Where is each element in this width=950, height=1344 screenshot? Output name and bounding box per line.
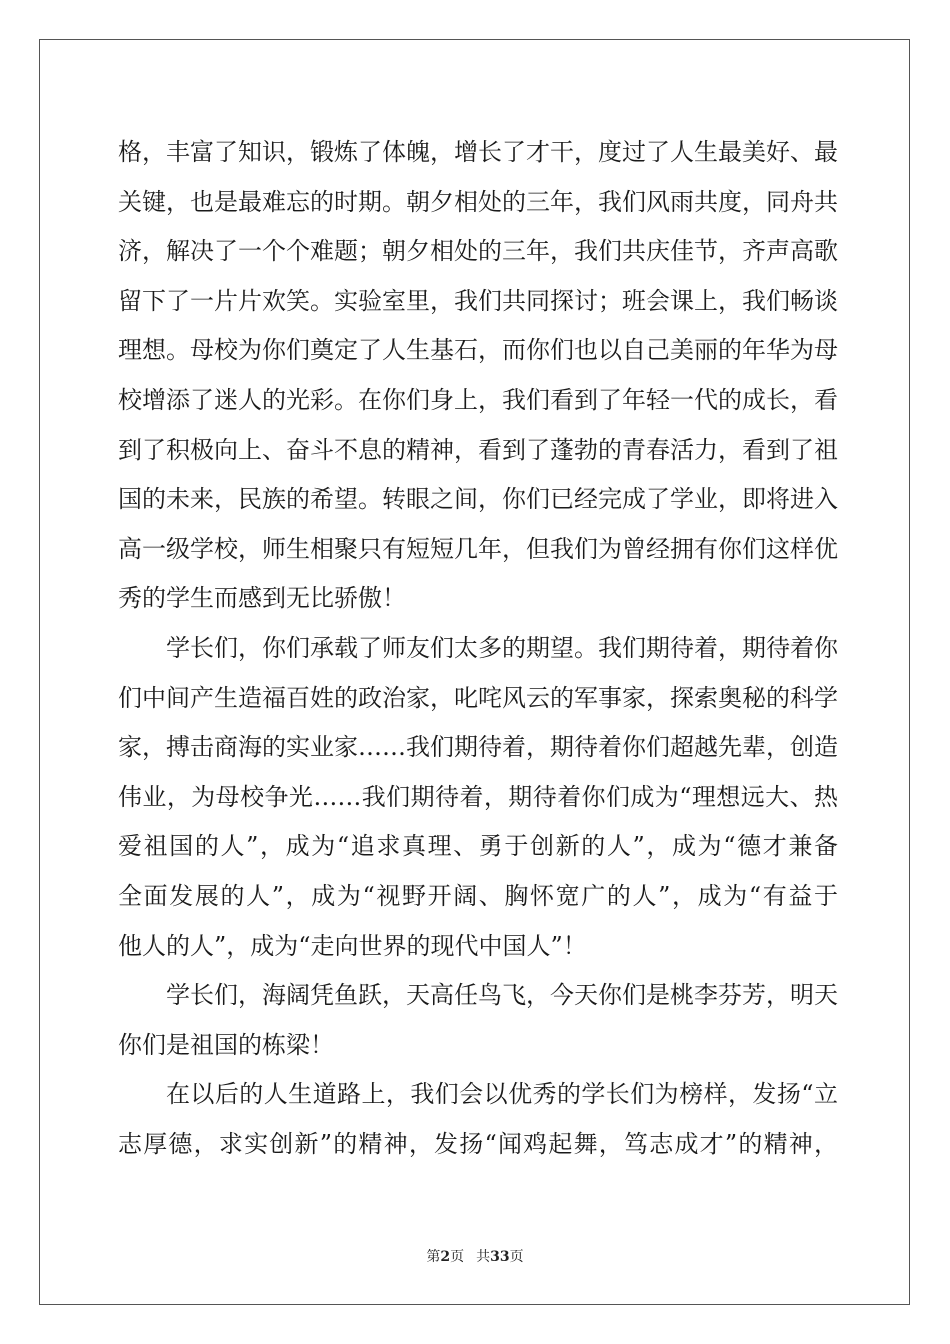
text-line: 理想。母校为你们奠定了人生基石，而你们也以自己美丽的年华为母 [118,336,838,365]
text-line: 家，搏击商海的实业家……我们期待着，期待着你们超越先辈，创造 [118,733,838,762]
text-line: 格，丰富了知识，锻炼了体魄，增长了才干，度过了人生最美好、最 [118,138,838,166]
text-line: 国的未来，民族的希望。转眼之间，你们已经完成了学业，即将进入 [118,485,838,514]
document-body [118,128,838,1169]
text-line: 关键，也是最难忘的时期。朝夕相处的三年，我们风雨共度，同舟共 [118,187,838,216]
text-line: 爱祖国的人”，成为“追求真理、勇于创新的人”，成为“德才兼备 [118,832,838,861]
text-line: 到了积极向上、奋斗不息的精神，看到了蓬勃的青春活力，看到了祖 [118,435,838,464]
text-line: 校增添了迷人的光彩。在你们身上，我们看到了年轻一代的成长，看 [118,385,838,414]
text-line: 全面发展的人”，成为“视野开阔、胸怀宽广的人”，成为“有益于 [118,881,838,910]
text-line: 在以后的人生道路上，我们会以优秀的学长们为榜样，发扬“立 [166,1080,838,1109]
total-suffix: 页 [509,1249,524,1265]
text-line: 们中间产生造福百姓的政治家，叱咤风云的军事家，探索奥秘的科学 [118,683,838,712]
text-line: 他人的人”，成为“走向世界的现代中国人”！ [118,931,587,960]
page-footer [0,1246,950,1266]
text-line: 你们是祖国的栋梁！ [118,1030,334,1059]
text-line: 留下了一片片欢笑。实验室里，我们共同探讨；班会课上，我们畅谈 [118,286,838,315]
text-line: 学长们，海阔凭鱼跃，天高任鸟飞，今天你们是桃李芬芳，明天 [166,981,838,1010]
text-line: 秀的学生而感到无比骄傲！ [118,584,406,613]
text-line: 伟业，为母校争光……我们期待着，期待着你们成为“理想远大、热 [118,782,838,811]
total-pages: 33 [490,1249,510,1265]
text-line: 志厚德，求实创新”的精神，发扬“闻鸡起舞，笃志成才”的精神， [118,1129,838,1158]
page-number: 2 [440,1249,451,1265]
text-line: 济，解决了一个个难题；朝夕相处的三年，我们共庆佳节，齐声高歌 [118,237,838,266]
text-line: 高一级学校，师生相聚只有短短几年，但我们为曾经拥有你们这样优 [118,534,838,563]
page-suffix: 页 [450,1249,465,1265]
total-prefix: 共 [476,1249,491,1265]
text-line: 学长们，你们承载了师友们太多的期望。我们期待着，期待着你 [166,633,838,662]
page-prefix: 第 [426,1249,441,1265]
